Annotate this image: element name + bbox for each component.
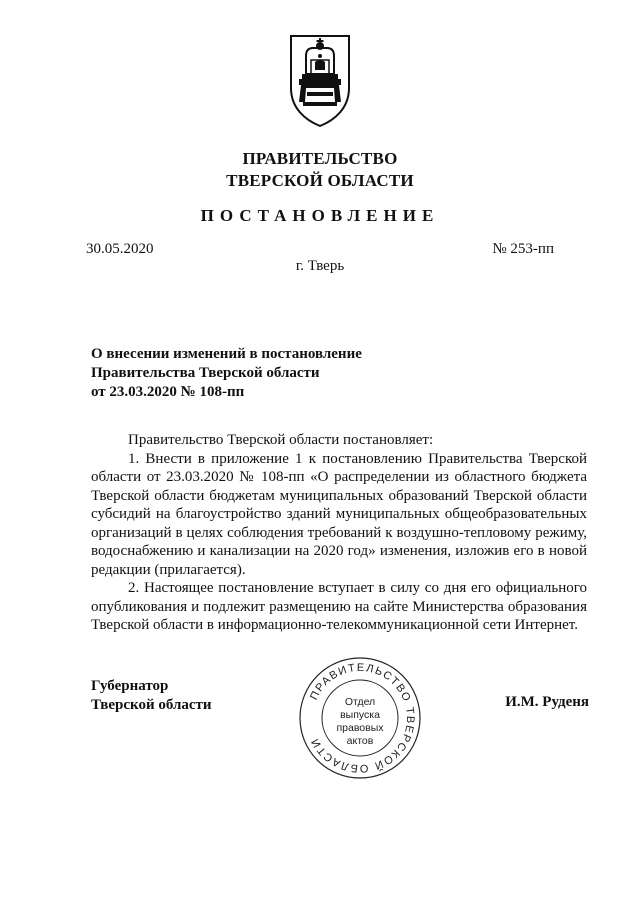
stamp-center-text [320,696,400,748]
organization-name-line1: ПРАВИТЕЛЬСТВО [242,149,398,168]
document-date: 30.05.2020 [86,241,154,257]
signatory-title-line: Губернатор [91,678,169,694]
subject-line: Правительства Тверской области [91,365,320,381]
stamp-center-line: актов [346,735,374,747]
document-number: № 253-пп [492,241,554,257]
signatory-name: И.М. Руденя [505,694,589,710]
body-item-1: 1. Внести в приложение 1 к постановлению Правительства Тверской области от 23.03.2020 № 108-пп «О распределении из областного бюджета Тверской области бюджетам муниципальных образований Тверской области субсидий на благоустройство зданий муниципальных общеобразовательных организаций в целях соблюдения требований к воздушно-тепловому режиму, водоснабжению и канализации на 2020 год» изменения, изложив его в новой редакции (прилагается). [91,450,587,578]
coat-of-arms-icon [287,30,353,128]
document-body [91,431,587,635]
stamp-center-line: выпуска [340,709,380,721]
document-type: ПОСТАНОВЛЕНИЕ [200,206,440,225]
body-item-2: 2. Настоящее постановление вступает в силу со дня его официального опубликования и подлежит размещению на сайте Министерства образования Тверской области в информационно-телекоммуникационной сети Интернет. [91,580,587,633]
body-intro: Правительство Тверской области постановляет: [128,432,434,448]
organization-name-line2: ТВЕРСКОЙ ОБЛАСТИ [226,171,414,190]
stamp-ring-text: ПРАВИТЕЛЬСТВО ТВЕРСКОЙ ОБЛАСТИ [308,661,417,775]
subject-line: О внесении изменений в постановление [91,346,362,362]
signatory-title-line: Тверской области [91,697,212,713]
stamp-center-line: Отдел [344,696,376,708]
subject-line: от 23.03.2020 № 108-пп [91,384,245,400]
signatory-title [91,677,212,715]
document-city: г. Тверь [295,258,345,274]
stamp-center-line: правовых [336,722,384,734]
document-subject [91,345,362,402]
